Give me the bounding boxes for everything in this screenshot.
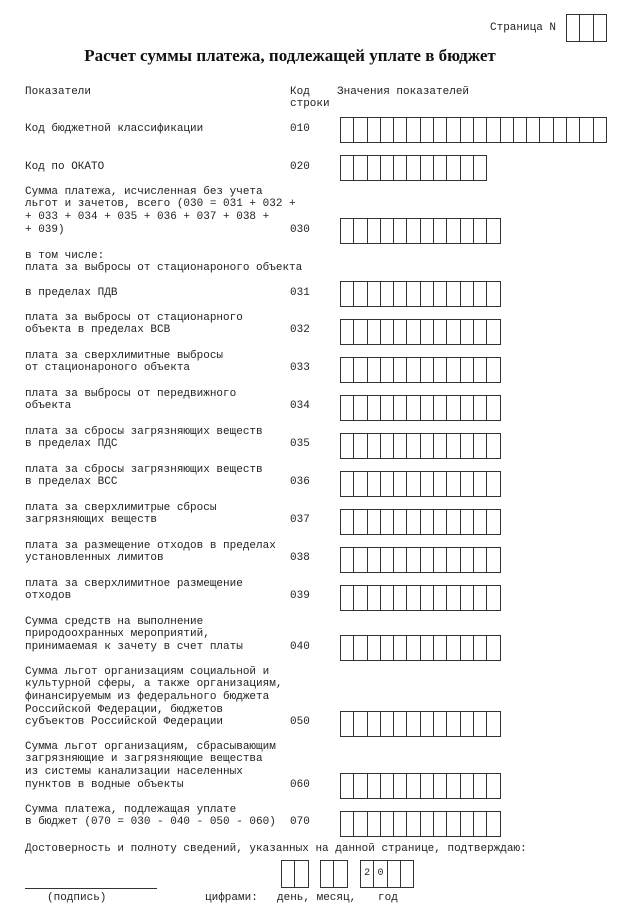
digit-cell[interactable] bbox=[447, 219, 460, 243]
row-label-line: из системы канализации населенных bbox=[25, 765, 243, 778]
row-label-line: от стационароного объекта bbox=[25, 362, 191, 375]
digit-cell[interactable] bbox=[341, 219, 354, 243]
digit-cell[interactable] bbox=[394, 472, 407, 496]
digit-cell[interactable] bbox=[487, 812, 500, 836]
page-title: Расчет суммы платежа, подлежащей уплате в бюджет bbox=[84, 46, 496, 65]
value-field-060[interactable] bbox=[340, 773, 501, 799]
digit-cell[interactable] bbox=[368, 396, 381, 420]
value-field-034[interactable] bbox=[340, 395, 501, 421]
digit-cell[interactable] bbox=[381, 586, 394, 610]
digit-cell[interactable] bbox=[434, 118, 447, 142]
row-label-line: финансируемым из федерального бюджета bbox=[25, 690, 270, 703]
digit-cell[interactable] bbox=[461, 472, 474, 496]
digit-cell[interactable] bbox=[580, 118, 593, 142]
digit-cell[interactable] bbox=[474, 320, 487, 344]
digit-cell[interactable] bbox=[381, 712, 394, 736]
digit-cell[interactable] bbox=[394, 118, 407, 142]
digit-cell[interactable] bbox=[394, 586, 407, 610]
digit-cell[interactable] bbox=[461, 396, 474, 420]
digit-cell[interactable] bbox=[447, 712, 460, 736]
digit-cell[interactable] bbox=[381, 472, 394, 496]
digit-cell[interactable] bbox=[354, 712, 367, 736]
digit-cell[interactable] bbox=[421, 282, 434, 306]
row-code: 033 bbox=[290, 362, 310, 375]
digit-cell[interactable] bbox=[341, 156, 354, 180]
digit-cell[interactable] bbox=[421, 636, 434, 660]
row-label-line: в пределах ПДВ bbox=[25, 286, 118, 299]
digit-cell[interactable] bbox=[341, 396, 354, 420]
digit-cell[interactable] bbox=[434, 358, 447, 382]
row-label-line: культурной сферы, а также организациям, bbox=[25, 678, 283, 691]
row-label-line: плата за сверхлимитные выбросы bbox=[25, 349, 224, 362]
digit-cell[interactable] bbox=[421, 434, 434, 458]
digit-cell[interactable] bbox=[341, 712, 354, 736]
digit-cell[interactable] bbox=[447, 358, 460, 382]
digit-cell[interactable] bbox=[341, 320, 354, 344]
digit-cell[interactable] bbox=[487, 586, 500, 610]
row-label-line: Код по ОКАТО bbox=[25, 160, 105, 173]
row-label-line: объекта bbox=[25, 400, 72, 413]
digit-cell[interactable] bbox=[487, 774, 500, 798]
digit-cell[interactable] bbox=[487, 712, 500, 736]
digit-cell[interactable] bbox=[487, 320, 500, 344]
digit-cell[interactable] bbox=[368, 636, 381, 660]
row-code: 060 bbox=[290, 778, 310, 791]
row-code: 010 bbox=[290, 122, 310, 135]
row-code: 031 bbox=[290, 286, 310, 299]
digit-cell[interactable] bbox=[514, 118, 527, 142]
digit-cell[interactable] bbox=[421, 472, 434, 496]
digit-cell[interactable] bbox=[434, 396, 447, 420]
digit-cell[interactable] bbox=[354, 510, 367, 534]
digit-cell[interactable] bbox=[434, 282, 447, 306]
digit-cell[interactable] bbox=[447, 586, 460, 610]
digit-cell[interactable] bbox=[434, 156, 447, 180]
digit-cell[interactable] bbox=[461, 156, 474, 180]
digit-cell[interactable] bbox=[421, 510, 434, 534]
digit-cell[interactable] bbox=[461, 712, 474, 736]
row-label-line: субъектов Российской Федерации bbox=[25, 716, 224, 729]
digit-cell[interactable]: 2 bbox=[361, 861, 374, 887]
row-code: 039 bbox=[290, 590, 310, 603]
digit-cell[interactable] bbox=[487, 396, 500, 420]
digit-cell[interactable] bbox=[434, 472, 447, 496]
digit-cell[interactable] bbox=[381, 812, 394, 836]
digit-cell[interactable] bbox=[354, 472, 367, 496]
row-code: 050 bbox=[290, 716, 310, 729]
value-field-010[interactable] bbox=[340, 117, 607, 143]
digit-cell[interactable] bbox=[368, 434, 381, 458]
digit-cell[interactable] bbox=[341, 586, 354, 610]
digit-cell[interactable] bbox=[474, 812, 487, 836]
digits-label: цифрами: bbox=[205, 892, 258, 904]
digit-cell[interactable] bbox=[554, 118, 567, 142]
value-field-040[interactable] bbox=[340, 635, 501, 661]
year-field[interactable] bbox=[360, 860, 414, 888]
digit-cell[interactable] bbox=[580, 15, 593, 41]
digit-cell[interactable] bbox=[434, 320, 447, 344]
row-label-line: в пределах ВСС bbox=[25, 476, 118, 489]
row-label-line: плата за выбросы от передвижного bbox=[25, 387, 237, 400]
digit-cell[interactable] bbox=[368, 472, 381, 496]
row-label-line: Российской Федерации, бюджетов bbox=[25, 703, 224, 716]
digit-cell[interactable] bbox=[434, 586, 447, 610]
digit-cell[interactable] bbox=[487, 510, 500, 534]
digit-cell[interactable] bbox=[540, 118, 553, 142]
row-code: 034 bbox=[290, 400, 310, 413]
digit-cell[interactable] bbox=[407, 282, 420, 306]
digit-cell[interactable] bbox=[407, 636, 420, 660]
digit-cell[interactable] bbox=[461, 636, 474, 660]
row-label-line: объекта в пределах ВСВ bbox=[25, 324, 171, 337]
digit-cell[interactable] bbox=[368, 219, 381, 243]
digit-cell[interactable] bbox=[341, 358, 354, 382]
row-code: 035 bbox=[290, 438, 310, 451]
row-label-line: Сумма средств на выполнение bbox=[25, 615, 204, 628]
digit-cell[interactable] bbox=[368, 812, 381, 836]
digit-cell[interactable] bbox=[407, 118, 420, 142]
page-number-label: Страница N bbox=[490, 22, 557, 34]
row-label-line: природоохранных мероприятий, bbox=[25, 628, 210, 641]
value-field-050[interactable] bbox=[340, 711, 501, 737]
header-code-line1: Код bbox=[290, 86, 310, 98]
digit-cell[interactable] bbox=[368, 118, 381, 142]
header-indicators: Показатели bbox=[25, 86, 92, 98]
digit-cell[interactable] bbox=[407, 510, 420, 534]
digit-cell[interactable] bbox=[487, 472, 500, 496]
digit-cell[interactable] bbox=[394, 636, 407, 660]
row-code: 032 bbox=[290, 324, 310, 337]
digit-cell[interactable] bbox=[381, 774, 394, 798]
row-label-line: плата за сверхлимитрые сбросы bbox=[25, 501, 217, 514]
digit-cell[interactable] bbox=[474, 712, 487, 736]
digit-cell[interactable] bbox=[341, 636, 354, 660]
digit-cell[interactable] bbox=[447, 774, 460, 798]
digit-cell[interactable] bbox=[421, 118, 434, 142]
digit-cell[interactable] bbox=[394, 358, 407, 382]
digit-cell[interactable] bbox=[407, 712, 420, 736]
row-code: 036 bbox=[290, 476, 310, 489]
digit-cell[interactable] bbox=[394, 219, 407, 243]
row-label-line: загрязняющие и загрязняющие вещества bbox=[25, 753, 263, 766]
digit-cell[interactable] bbox=[461, 812, 474, 836]
digit-cell[interactable] bbox=[487, 219, 500, 243]
digit-cell[interactable] bbox=[381, 548, 394, 572]
digit-cell[interactable] bbox=[368, 774, 381, 798]
digit-cell[interactable] bbox=[354, 434, 367, 458]
digit-cell[interactable] bbox=[421, 320, 434, 344]
row-label-line: + 039) bbox=[25, 223, 65, 236]
digit-cell[interactable] bbox=[354, 358, 367, 382]
digit-cell[interactable] bbox=[394, 548, 407, 572]
digit-cell[interactable] bbox=[368, 156, 381, 180]
digit-cell[interactable] bbox=[474, 636, 487, 660]
digit-cell[interactable] bbox=[474, 434, 487, 458]
digit-cell[interactable] bbox=[394, 396, 407, 420]
digit-cell[interactable] bbox=[381, 118, 394, 142]
header-code-line2: строки bbox=[290, 98, 330, 110]
digit-cell[interactable] bbox=[368, 712, 381, 736]
page-number-field[interactable] bbox=[566, 14, 607, 42]
digit-cell[interactable] bbox=[461, 510, 474, 534]
row-code: 038 bbox=[290, 552, 310, 565]
digit-cell[interactable] bbox=[434, 434, 447, 458]
digit-cell[interactable] bbox=[461, 358, 474, 382]
digit-cell[interactable] bbox=[407, 156, 420, 180]
digit-cell[interactable] bbox=[341, 472, 354, 496]
digit-cell[interactable] bbox=[487, 282, 500, 306]
value-field-020[interactable] bbox=[340, 155, 487, 181]
row-label-line: Код бюджетной классификации bbox=[25, 122, 204, 135]
digit-cell[interactable] bbox=[401, 861, 414, 887]
day-month-label: день, месяц, bbox=[277, 892, 357, 904]
digit-cell[interactable] bbox=[394, 510, 407, 534]
digit-cell[interactable] bbox=[447, 396, 460, 420]
digit-cell[interactable] bbox=[447, 472, 460, 496]
digit-cell[interactable] bbox=[354, 118, 367, 142]
digit-cell[interactable] bbox=[474, 396, 487, 420]
digit-cell[interactable] bbox=[394, 712, 407, 736]
digit-cell[interactable] bbox=[434, 712, 447, 736]
digit-cell[interactable] bbox=[407, 472, 420, 496]
digit-cell[interactable] bbox=[354, 548, 367, 572]
digit-cell[interactable] bbox=[341, 510, 354, 534]
row-label-line: плата за сбросы загрязняющих веществ bbox=[25, 425, 263, 438]
month-field[interactable] bbox=[320, 860, 348, 888]
digit-cell[interactable] bbox=[434, 219, 447, 243]
digit-cell[interactable] bbox=[394, 282, 407, 306]
digit-cell[interactable] bbox=[567, 118, 580, 142]
row-label-line: в бюджет (070 = 030 - 040 - 050 - 060) bbox=[25, 816, 276, 829]
digit-cell[interactable] bbox=[354, 396, 367, 420]
row-label-line: Сумма льгот организациям, сбрасывающим bbox=[25, 740, 276, 753]
row-label-line: отходов bbox=[25, 590, 72, 603]
value-field-039[interactable] bbox=[340, 585, 501, 611]
digit-cell[interactable] bbox=[368, 358, 381, 382]
digit-cell[interactable] bbox=[474, 118, 487, 142]
row-label-line: плата за выбросы от стационарного bbox=[25, 311, 243, 324]
digit-cell[interactable] bbox=[421, 712, 434, 736]
digit-cell[interactable] bbox=[461, 586, 474, 610]
row-label-line: плата за сбросы загрязняющих веществ bbox=[25, 463, 263, 476]
row-label-line: установленных лимитов bbox=[25, 552, 164, 565]
digit-cell[interactable] bbox=[381, 156, 394, 180]
digit-cell[interactable] bbox=[474, 510, 487, 534]
row-label-line: льгот и зачетов, всего (030 = 031 + 032 + bbox=[25, 198, 296, 211]
digit-cell[interactable] bbox=[295, 861, 308, 887]
digit-cell[interactable] bbox=[434, 774, 447, 798]
digit-cell[interactable] bbox=[341, 434, 354, 458]
row-label-line: + 033 + 034 + 035 + 036 + 037 + 038 + bbox=[25, 210, 270, 223]
digit-cell[interactable] bbox=[394, 774, 407, 798]
digit-cell[interactable] bbox=[447, 320, 460, 344]
row-label-line: Сумма платежа, исчисленная без учета bbox=[25, 185, 263, 198]
row-code: 070 bbox=[290, 816, 310, 829]
digit-cell[interactable] bbox=[421, 548, 434, 572]
row-label-line: в пределах ПДС bbox=[25, 438, 118, 451]
digit-cell[interactable] bbox=[282, 861, 295, 887]
digit-cell[interactable] bbox=[487, 118, 500, 142]
row-label-line: пунктов в водные объекты bbox=[25, 778, 184, 791]
digit-cell[interactable] bbox=[474, 358, 487, 382]
digit-cell[interactable] bbox=[474, 472, 487, 496]
row-label-line: Сумма платежа, подлежащая уплате bbox=[25, 803, 237, 816]
digit-cell[interactable] bbox=[407, 396, 420, 420]
digit-cell[interactable] bbox=[354, 812, 367, 836]
digit-cell[interactable] bbox=[407, 548, 420, 572]
digit-cell[interactable] bbox=[474, 586, 487, 610]
row-label-line: принимаемая к зачету в счет платы bbox=[25, 640, 243, 653]
value-field-032[interactable] bbox=[340, 319, 501, 345]
digit-cell[interactable] bbox=[354, 320, 367, 344]
digit-cell[interactable] bbox=[407, 812, 420, 836]
digit-cell[interactable] bbox=[368, 586, 381, 610]
value-field-036[interactable] bbox=[340, 471, 501, 497]
digit-cell[interactable] bbox=[381, 219, 394, 243]
digit-cell[interactable] bbox=[368, 282, 381, 306]
digit-cell[interactable] bbox=[461, 118, 474, 142]
digit-cell[interactable] bbox=[354, 219, 367, 243]
digit-cell[interactable] bbox=[527, 118, 540, 142]
digit-cell[interactable] bbox=[381, 320, 394, 344]
value-field-030[interactable] bbox=[340, 218, 501, 244]
digit-cell[interactable] bbox=[447, 282, 460, 306]
day-field[interactable] bbox=[281, 860, 309, 888]
digit-cell[interactable] bbox=[501, 118, 514, 142]
digit-cell[interactable] bbox=[461, 282, 474, 306]
digit-cell[interactable] bbox=[447, 636, 460, 660]
value-field-070[interactable] bbox=[340, 811, 501, 837]
digit-cell[interactable] bbox=[567, 15, 580, 41]
digit-cell[interactable] bbox=[461, 434, 474, 458]
digit-cell[interactable] bbox=[474, 156, 487, 180]
digit-cell[interactable] bbox=[474, 774, 487, 798]
digit-cell[interactable] bbox=[421, 219, 434, 243]
digit-cell[interactable] bbox=[487, 434, 500, 458]
digit-cell[interactable] bbox=[381, 636, 394, 660]
digit-cell[interactable] bbox=[487, 548, 500, 572]
confirmation-text: Достоверность и полноту сведений, указанных на данной странице, подтверждаю: bbox=[25, 843, 527, 855]
row-label-line: плата за сверхлимитное размещение bbox=[25, 577, 243, 590]
digit-cell[interactable] bbox=[461, 219, 474, 243]
digit-cell[interactable] bbox=[341, 118, 354, 142]
digit-cell[interactable] bbox=[434, 548, 447, 572]
digit-cell[interactable] bbox=[487, 636, 500, 660]
header-values: Значения показателей bbox=[337, 86, 470, 98]
digit-cell[interactable] bbox=[334, 861, 347, 887]
value-field-037[interactable] bbox=[340, 509, 501, 535]
row-code: 020 bbox=[290, 160, 310, 173]
row-label-line: загрязняющих веществ bbox=[25, 514, 158, 527]
digit-cell[interactable] bbox=[447, 548, 460, 572]
digit-cell[interactable]: 0 bbox=[374, 861, 387, 887]
value-field-031[interactable] bbox=[340, 281, 501, 307]
signature-label: (подпись) bbox=[47, 892, 107, 904]
digit-cell[interactable] bbox=[594, 15, 607, 41]
digit-cell[interactable] bbox=[421, 586, 434, 610]
digit-cell[interactable] bbox=[381, 434, 394, 458]
value-field-038[interactable] bbox=[340, 547, 501, 573]
digit-cell[interactable] bbox=[381, 282, 394, 306]
digit-cell[interactable] bbox=[421, 396, 434, 420]
year-label: год bbox=[378, 892, 398, 904]
digit-cell[interactable] bbox=[394, 812, 407, 836]
digit-cell[interactable] bbox=[407, 434, 420, 458]
row-code: 037 bbox=[290, 514, 310, 527]
digit-cell[interactable] bbox=[474, 219, 487, 243]
digit-cell[interactable] bbox=[341, 548, 354, 572]
value-field-035[interactable] bbox=[340, 433, 501, 459]
digit-cell[interactable] bbox=[434, 812, 447, 836]
digit-cell[interactable] bbox=[381, 396, 394, 420]
digit-cell[interactable] bbox=[407, 586, 420, 610]
digit-cell[interactable] bbox=[487, 358, 500, 382]
digit-cell[interactable] bbox=[394, 320, 407, 344]
row-label-line: плата за размещение отходов в пределах bbox=[25, 539, 276, 552]
digit-cell[interactable] bbox=[341, 812, 354, 836]
digit-cell[interactable] bbox=[354, 156, 367, 180]
digit-cell[interactable] bbox=[394, 156, 407, 180]
digit-cell[interactable] bbox=[354, 586, 367, 610]
digit-cell[interactable] bbox=[354, 636, 367, 660]
digit-cell[interactable] bbox=[407, 358, 420, 382]
digit-cell[interactable] bbox=[447, 434, 460, 458]
row-code: 030 bbox=[290, 223, 310, 236]
digit-cell[interactable] bbox=[388, 861, 401, 887]
row-label-line: плата за выбросы от стационароного объекта bbox=[25, 262, 303, 275]
digit-cell[interactable] bbox=[461, 548, 474, 572]
digit-cell[interactable] bbox=[407, 219, 420, 243]
digit-cell[interactable] bbox=[354, 774, 367, 798]
digit-cell[interactable] bbox=[447, 510, 460, 534]
digit-cell[interactable] bbox=[321, 861, 334, 887]
digit-cell[interactable] bbox=[421, 156, 434, 180]
row-label-line: Сумма льгот организациям социальной и bbox=[25, 665, 270, 678]
digit-cell[interactable] bbox=[421, 358, 434, 382]
digit-cell[interactable] bbox=[434, 510, 447, 534]
digit-cell[interactable] bbox=[461, 774, 474, 798]
digit-cell[interactable] bbox=[474, 548, 487, 572]
digit-cell[interactable] bbox=[407, 320, 420, 344]
digit-cell[interactable] bbox=[461, 320, 474, 344]
digit-cell[interactable] bbox=[341, 774, 354, 798]
digit-cell[interactable] bbox=[368, 548, 381, 572]
value-field-033[interactable] bbox=[340, 357, 501, 383]
digit-cell[interactable] bbox=[368, 320, 381, 344]
digit-cell[interactable] bbox=[381, 358, 394, 382]
row-code: 040 bbox=[290, 640, 310, 653]
digit-cell[interactable] bbox=[421, 774, 434, 798]
digit-cell[interactable] bbox=[381, 510, 394, 534]
digit-cell[interactable] bbox=[354, 282, 367, 306]
digit-cell[interactable] bbox=[368, 510, 381, 534]
digit-cell[interactable] bbox=[407, 774, 420, 798]
digit-cell[interactable] bbox=[474, 282, 487, 306]
digit-cell[interactable] bbox=[394, 434, 407, 458]
digit-cell[interactable] bbox=[341, 282, 354, 306]
digit-cell[interactable] bbox=[434, 636, 447, 660]
row-label-line: в том числе: bbox=[25, 249, 105, 262]
digit-cell[interactable] bbox=[447, 118, 460, 142]
signature-line[interactable] bbox=[25, 888, 157, 889]
digit-cell[interactable] bbox=[447, 812, 460, 836]
digit-cell[interactable] bbox=[421, 812, 434, 836]
digit-cell[interactable] bbox=[594, 118, 607, 142]
digit-cell[interactable] bbox=[447, 156, 460, 180]
